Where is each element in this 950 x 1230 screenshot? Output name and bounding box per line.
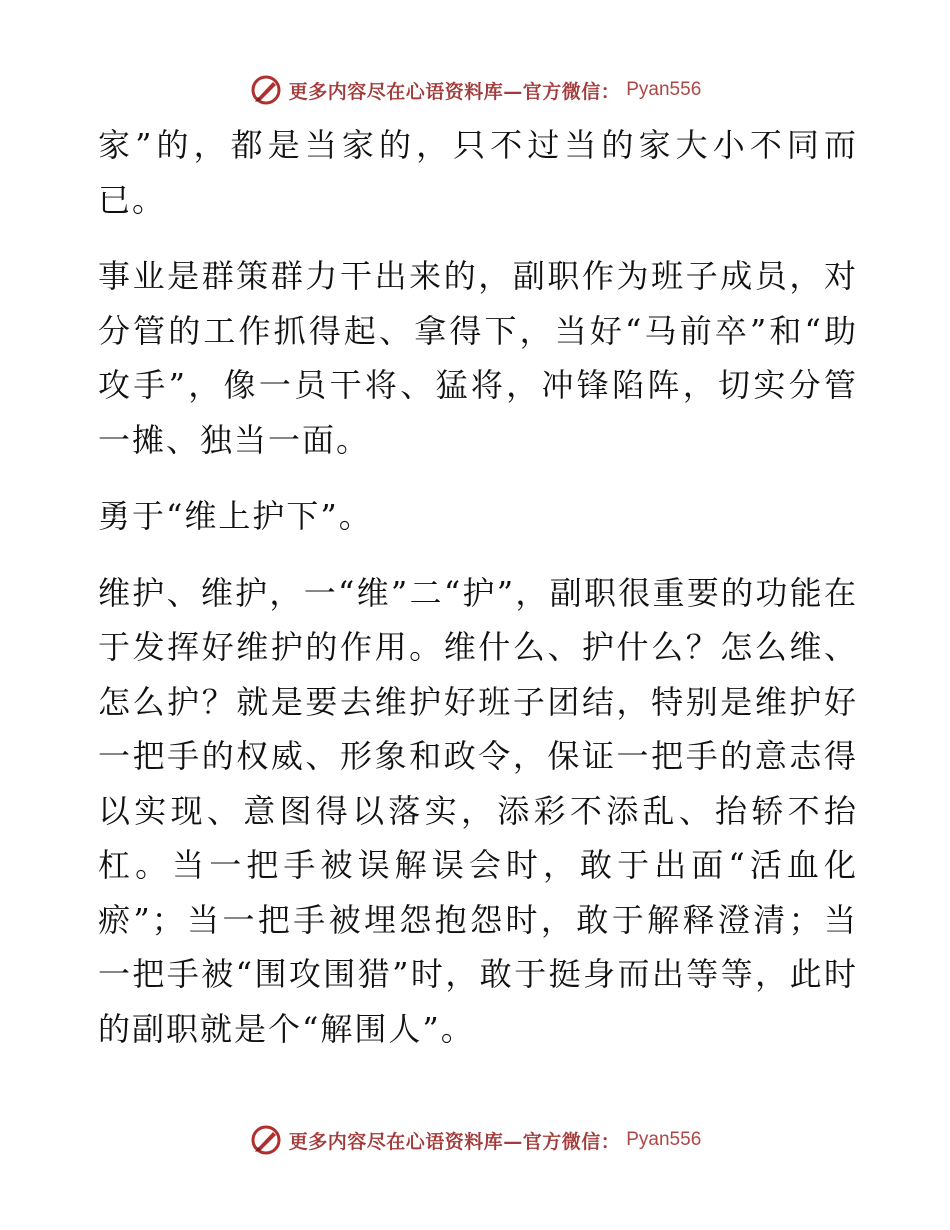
header-banner-text: 更多内容尽在心语资料库—官方微信： — [288, 80, 621, 103]
paragraph-2: 事业是群策群力干出来的，副职作为班子成员，对分管的工作抓得起、拿得下，当好“马前卒”和“助攻手”，像一员干将、猛将，冲锋陷阵，切实分管一摊、独当一面。 — [98, 257, 858, 459]
header-banner — [0, 70, 950, 110]
pen-logo-icon — [249, 73, 283, 107]
paragraph-4: 维护、维护，一“维”二“护”，副职很重要的功能在于发挥好维护的作用。维什么、护什么？怎么维、怎么护？就是要去维护好班子团结，特别是维护好一把手的权威、形象和政令，保证一把手的意志得以实现、意图得以落实，添彩不添乱、抬轿不抬杠。当一把手被误解误会时，敢于出面“活血化瘀”；当一把手被埋怨抱怨时，敢于解释澄清；当一把手被“围攻围猎”时，敢于挺身而出等等，此时的副职就是个“解围人”。 — [98, 573, 858, 1048]
paragraph-1: 家”的，都是当家的，只不过当的家大小不同而已。 — [98, 126, 858, 219]
footer-wechat-id: Pyan556 — [626, 1129, 702, 1150]
document-body — [98, 118, 858, 1056]
footer-banner-text: 更多内容尽在心语资料库—官方微信： — [288, 1130, 621, 1153]
footer-banner — [0, 1120, 950, 1160]
paragraph-3: 勇于“维上护下”。 — [98, 497, 373, 535]
header-wechat-id: Pyan556 — [626, 79, 702, 100]
pen-logo-icon — [249, 1123, 283, 1157]
